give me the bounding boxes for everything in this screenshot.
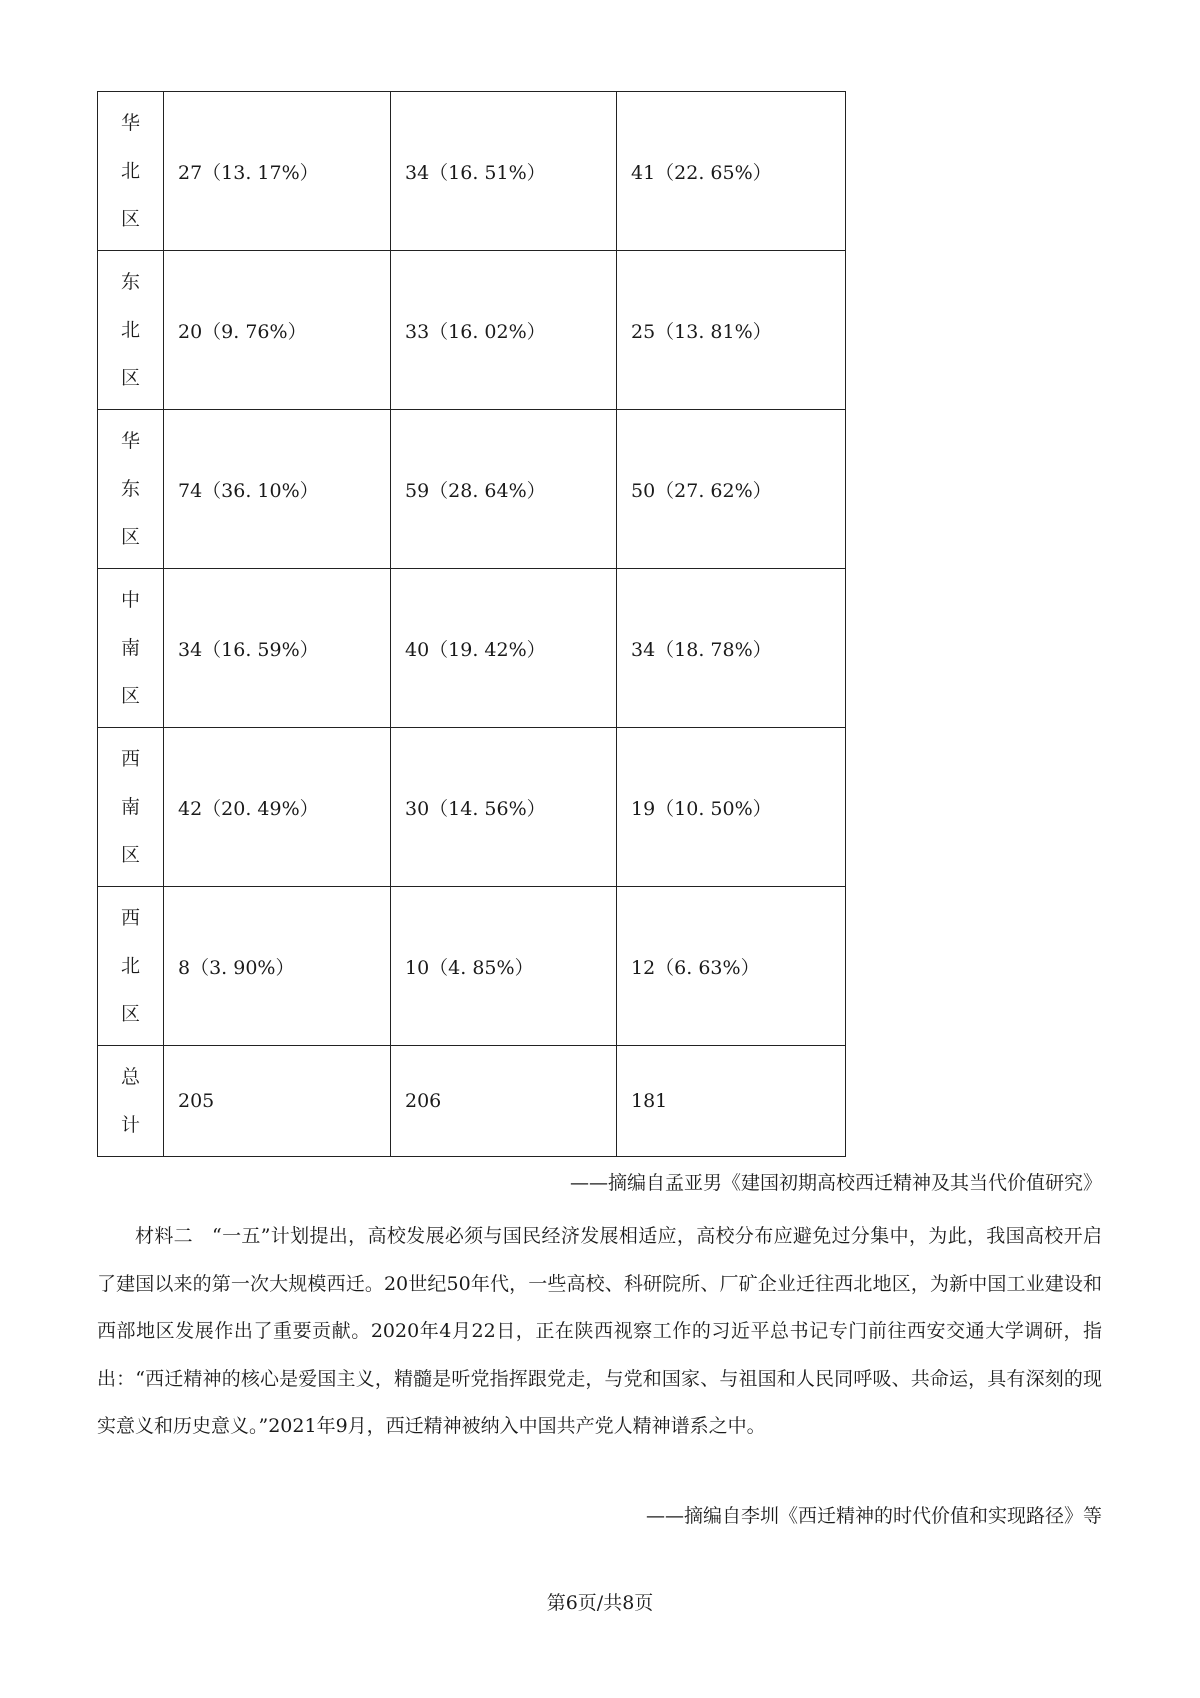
- region-cell: [98, 92, 164, 251]
- region-char: 东: [120, 271, 140, 293]
- table-body: [98, 92, 846, 1157]
- value-cell: 19（10. 50%）: [617, 728, 846, 887]
- value-cell: 206: [391, 1046, 617, 1157]
- citation-source-1: ——摘编自孟亚男《建国初期高校西迁精神及其当代价值研究》: [569, 1172, 1102, 1194]
- value-cell: 74（36. 10%）: [164, 410, 391, 569]
- table-row: [98, 92, 846, 251]
- region-char: 东: [120, 478, 140, 500]
- value-cell: 41（22. 65%）: [617, 92, 846, 251]
- value-cell: 30（14. 56%）: [391, 728, 617, 887]
- region-cell: [98, 569, 164, 728]
- table-row: [98, 410, 846, 569]
- material-text: “一五”计划提出，高校发展必须与国民经济发展相适应，高校分布应避免过分集中，为此，我国高校开启了建国以来的第一次大规模西迁。20世纪50年代，一些高校、科研院所、厂矿企业迁往西北地区，为新中国工业建设和西部地区发展作出了重要贡献。2020年4月22日，正在陕西视察工作的习近平总书记专门前往西安交通大学调研，指出：“西迁精神的核心是爱国主义，精髓是听党指挥跟党走，与党和国家、与祖国和人民同呼吸、共命运，具有深刻的现实意义和历史意义。”2021年9月，西迁精神被纳入中国共产党人精神谱系之中。: [97, 1225, 1102, 1437]
- material-2-paragraph: [97, 1213, 1102, 1451]
- value-cell: 8（3. 90%）: [164, 887, 391, 1046]
- region-char: 北: [120, 955, 140, 977]
- data-table: [97, 91, 846, 1157]
- value-cell: 34（16. 51%）: [391, 92, 617, 251]
- region-char: 华: [120, 112, 140, 134]
- region-char: 区: [120, 208, 140, 230]
- value-cell: 40（19. 42%）: [391, 569, 617, 728]
- region-cell: [98, 251, 164, 410]
- value-cell: 181: [617, 1046, 846, 1157]
- value-cell: 34（18. 78%）: [617, 569, 846, 728]
- value-cell: 10（4. 85%）: [391, 887, 617, 1046]
- value-cell: 20（9. 76%）: [164, 251, 391, 410]
- citation-source-2: ——摘编自李圳《西迁精神的时代价值和实现路径》等: [645, 1505, 1102, 1527]
- region-cell: [98, 887, 164, 1046]
- region-cell: [98, 410, 164, 569]
- region-char: 华: [120, 430, 140, 452]
- value-cell: 12（6. 63%）: [617, 887, 846, 1046]
- table-row: [98, 251, 846, 410]
- region-char: 区: [120, 685, 140, 707]
- value-cell: 27（13. 17%）: [164, 92, 391, 251]
- value-cell: 59（28. 64%）: [391, 410, 617, 569]
- region-char: 计: [120, 1114, 140, 1136]
- material-label: 材料二: [135, 1225, 194, 1247]
- region-cell: [98, 1046, 164, 1157]
- region-char: 区: [120, 844, 140, 866]
- value-cell: 50（27. 62%）: [617, 410, 846, 569]
- table-row-total: [98, 1046, 846, 1157]
- region-char: 区: [120, 1003, 140, 1025]
- region-char: 北: [120, 160, 140, 182]
- value-cell: 34（16. 59%）: [164, 569, 391, 728]
- region-char: 中: [120, 589, 140, 611]
- value-cell: 42（20. 49%）: [164, 728, 391, 887]
- region-char: 北: [120, 319, 140, 341]
- region-cell: [98, 728, 164, 887]
- table-row: [98, 728, 846, 887]
- table-row: [98, 887, 846, 1046]
- region-char: 区: [120, 526, 140, 548]
- value-cell: 33（16. 02%）: [391, 251, 617, 410]
- region-char: 西: [120, 748, 140, 770]
- page-number: 第6页/共8页: [546, 1592, 654, 1614]
- value-cell: 205: [164, 1046, 391, 1157]
- region-char: 南: [120, 796, 140, 818]
- region-char: 总: [120, 1066, 140, 1088]
- value-cell: 25（13. 81%）: [617, 251, 846, 410]
- region-char: 西: [120, 907, 140, 929]
- region-char: 南: [120, 637, 140, 659]
- region-char: 区: [120, 367, 140, 389]
- table-row: [98, 569, 846, 728]
